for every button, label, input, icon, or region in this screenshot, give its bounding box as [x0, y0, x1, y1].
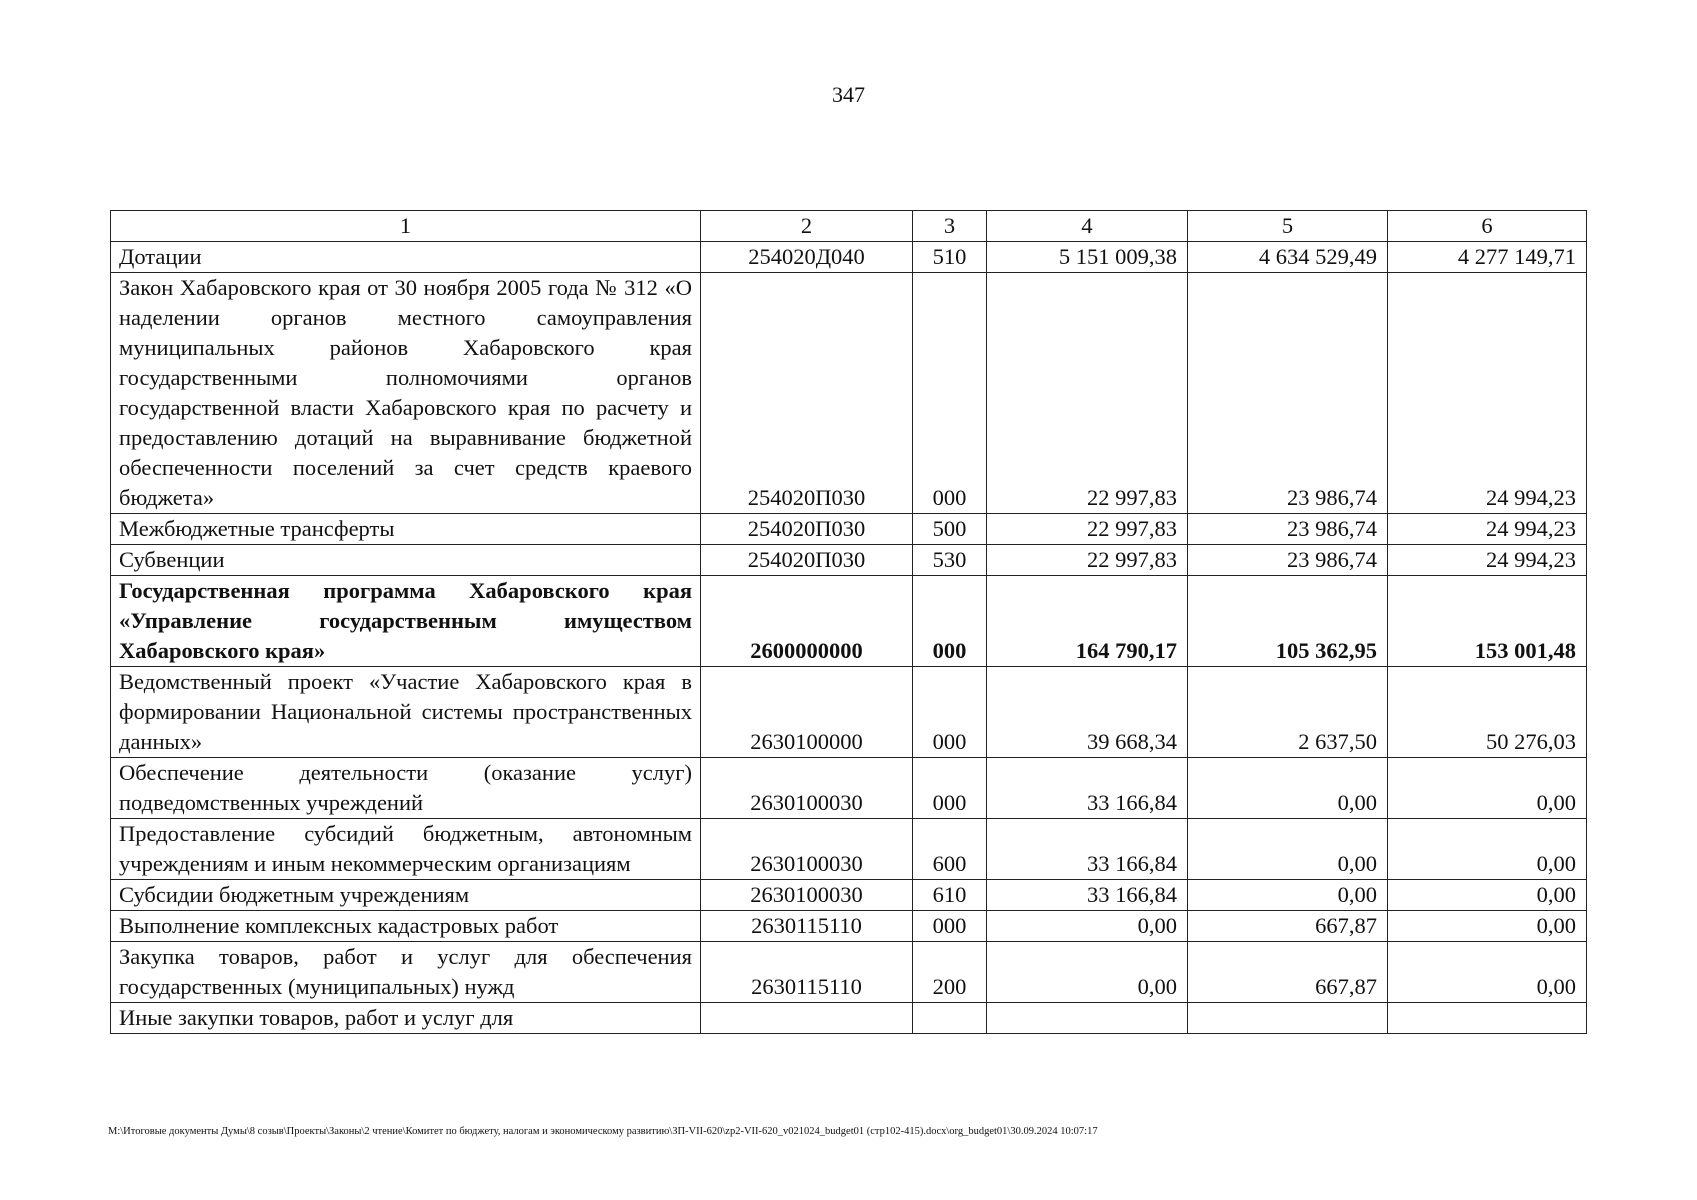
table-row [111, 667, 1587, 758]
row-amount-col5-cell: 667,87 [1188, 942, 1388, 1003]
row-amount-col5-cell: 0,00 [1188, 880, 1388, 911]
row-amount-col5-cell: 0,00 [1188, 758, 1388, 819]
row-expense-type-cell: 000 [913, 911, 987, 942]
table-row [111, 576, 1587, 667]
row-code-cell: 2630100030 [701, 880, 913, 911]
row-amount-col4-cell: 0,00 [987, 911, 1188, 942]
row-amount-col4-cell: 39 668,34 [987, 667, 1188, 758]
row-amount-col6-cell: 24 994,23 [1388, 545, 1587, 576]
row-name-cell: Выполнение комплексных кадастровых работ [111, 911, 701, 942]
column-header-4: 4 [987, 211, 1188, 242]
row-expense-type-cell: 000 [913, 667, 987, 758]
row-amount-col5-cell: 4 634 529,49 [1188, 242, 1388, 273]
row-amount-col4-cell: 22 997,83 [987, 273, 1188, 514]
row-amount-col5-cell: 667,87 [1188, 911, 1388, 942]
row-amount-col6-cell: 24 994,23 [1388, 273, 1587, 514]
table-row [111, 911, 1587, 942]
row-amount-col4-cell: 33 166,84 [987, 758, 1188, 819]
row-code-cell: 254020Д040 [701, 242, 913, 273]
column-header-1: 1 [111, 211, 701, 242]
row-code-cell: 2630100000 [701, 667, 913, 758]
row-expense-type-cell: 000 [913, 758, 987, 819]
row-code-cell [701, 1003, 913, 1034]
row-amount-col6-cell: 0,00 [1388, 758, 1587, 819]
row-code-cell: 2630115110 [701, 911, 913, 942]
row-code-cell: 254020П030 [701, 514, 913, 545]
row-amount-col6-cell: 50 276,03 [1388, 667, 1587, 758]
file-path-footer: M:\Итоговые документы Думы\8 созыв\Проекты\Законы\2 чтение\Комитет по бюджету, налогам и экономическому развитию\ЗП-VII-620\zp2-VII-620_v021024_budget01 (стр102-415).docx\org_budget01\30.09.2024 10:07:17 [108, 1126, 1098, 1137]
row-expense-type-cell: 000 [913, 576, 987, 667]
row-code-cell: 254020П030 [701, 545, 913, 576]
table-row [111, 242, 1587, 273]
budget-table [110, 210, 1587, 1034]
row-amount-col4-cell: 33 166,84 [987, 880, 1188, 911]
row-amount-col4-cell: 164 790,17 [987, 576, 1188, 667]
page-number: 347 [832, 82, 865, 107]
row-name-cell: Закон Хабаровского края от 30 ноября 2005 года № 312 «О наделении органов местного самоуправления муниципальных районов Хабаровского края государственными полномочиями органов государственной власти Хабаровского края по расчету и предоставлению дотаций на выравнивание бюджетной обеспеченности поселений за счет средств краевого бюджета» [111, 273, 701, 514]
row-expense-type-cell [913, 1003, 987, 1034]
row-amount-col4-cell: 0,00 [987, 942, 1188, 1003]
table-row [111, 545, 1587, 576]
row-amount-col5-cell: 105 362,95 [1188, 576, 1388, 667]
row-expense-type-cell: 610 [913, 880, 987, 911]
row-amount-col5-cell: 2 637,50 [1188, 667, 1388, 758]
table-row [111, 880, 1587, 911]
row-amount-col4-cell: 22 997,83 [987, 514, 1188, 545]
row-expense-type-cell: 600 [913, 819, 987, 880]
row-amount-col5-cell [1188, 1003, 1388, 1034]
row-amount-col5-cell: 0,00 [1188, 819, 1388, 880]
row-name-cell: Обеспечение деятельности (оказание услуг) подведомственных учреждений [111, 758, 701, 819]
row-amount-col6-cell: 0,00 [1388, 819, 1587, 880]
row-name-cell: Государственная программа Хабаровского края «Управление государственным имуществом Хабаровского края» [111, 576, 701, 667]
row-name-cell: Межбюджетные трансферты [111, 514, 701, 545]
row-amount-col5-cell: 23 986,74 [1188, 273, 1388, 514]
row-amount-col6-cell: 24 994,23 [1388, 514, 1587, 545]
row-expense-type-cell: 500 [913, 514, 987, 545]
row-amount-col6-cell: 153 001,48 [1388, 576, 1587, 667]
column-header-6: 6 [1388, 211, 1587, 242]
table-row [111, 819, 1587, 880]
table-row [111, 273, 1587, 514]
row-code-cell: 254020П030 [701, 273, 913, 514]
row-amount-col5-cell: 23 986,74 [1188, 514, 1388, 545]
column-header-5: 5 [1188, 211, 1388, 242]
row-amount-col4-cell: 33 166,84 [987, 819, 1188, 880]
row-name-cell: Предоставление субсидий бюджетным, автономным учреждениям и иным некоммерческим организациям [111, 819, 701, 880]
row-code-cell: 2600000000 [701, 576, 913, 667]
column-header-3: 3 [913, 211, 987, 242]
row-name-cell: Субвенции [111, 545, 701, 576]
row-amount-col5-cell: 23 986,74 [1188, 545, 1388, 576]
row-expense-type-cell: 200 [913, 942, 987, 1003]
row-name-cell: Субсидии бюджетным учреждениям [111, 880, 701, 911]
row-name-cell: Закупка товаров, работ и услуг для обеспечения государственных (муниципальных) нужд [111, 942, 701, 1003]
row-amount-col4-cell [987, 1003, 1188, 1034]
row-expense-type-cell: 510 [913, 242, 987, 273]
table-row [111, 514, 1587, 545]
row-amount-col6-cell: 0,00 [1388, 880, 1587, 911]
row-amount-col6-cell [1388, 1003, 1587, 1034]
table-header-row [111, 211, 1587, 242]
table-row [111, 1003, 1587, 1034]
row-name-cell: Ведомственный проект «Участие Хабаровского края в формировании Национальной системы пространственных данных» [111, 667, 701, 758]
row-expense-type-cell: 530 [913, 545, 987, 576]
row-name-cell: Иные закупки товаров, работ и услуг для [111, 1003, 701, 1034]
column-header-2: 2 [701, 211, 913, 242]
row-name-cell: Дотации [111, 242, 701, 273]
row-expense-type-cell: 000 [913, 273, 987, 514]
row-code-cell: 2630115110 [701, 942, 913, 1003]
row-amount-col6-cell: 0,00 [1388, 942, 1587, 1003]
table-row [111, 942, 1587, 1003]
table-row [111, 758, 1587, 819]
row-amount-col6-cell: 0,00 [1388, 911, 1587, 942]
row-amount-col6-cell: 4 277 149,71 [1388, 242, 1587, 273]
row-code-cell: 2630100030 [701, 758, 913, 819]
row-amount-col4-cell: 22 997,83 [987, 545, 1188, 576]
row-code-cell: 2630100030 [701, 819, 913, 880]
row-amount-col4-cell: 5 151 009,38 [987, 242, 1188, 273]
